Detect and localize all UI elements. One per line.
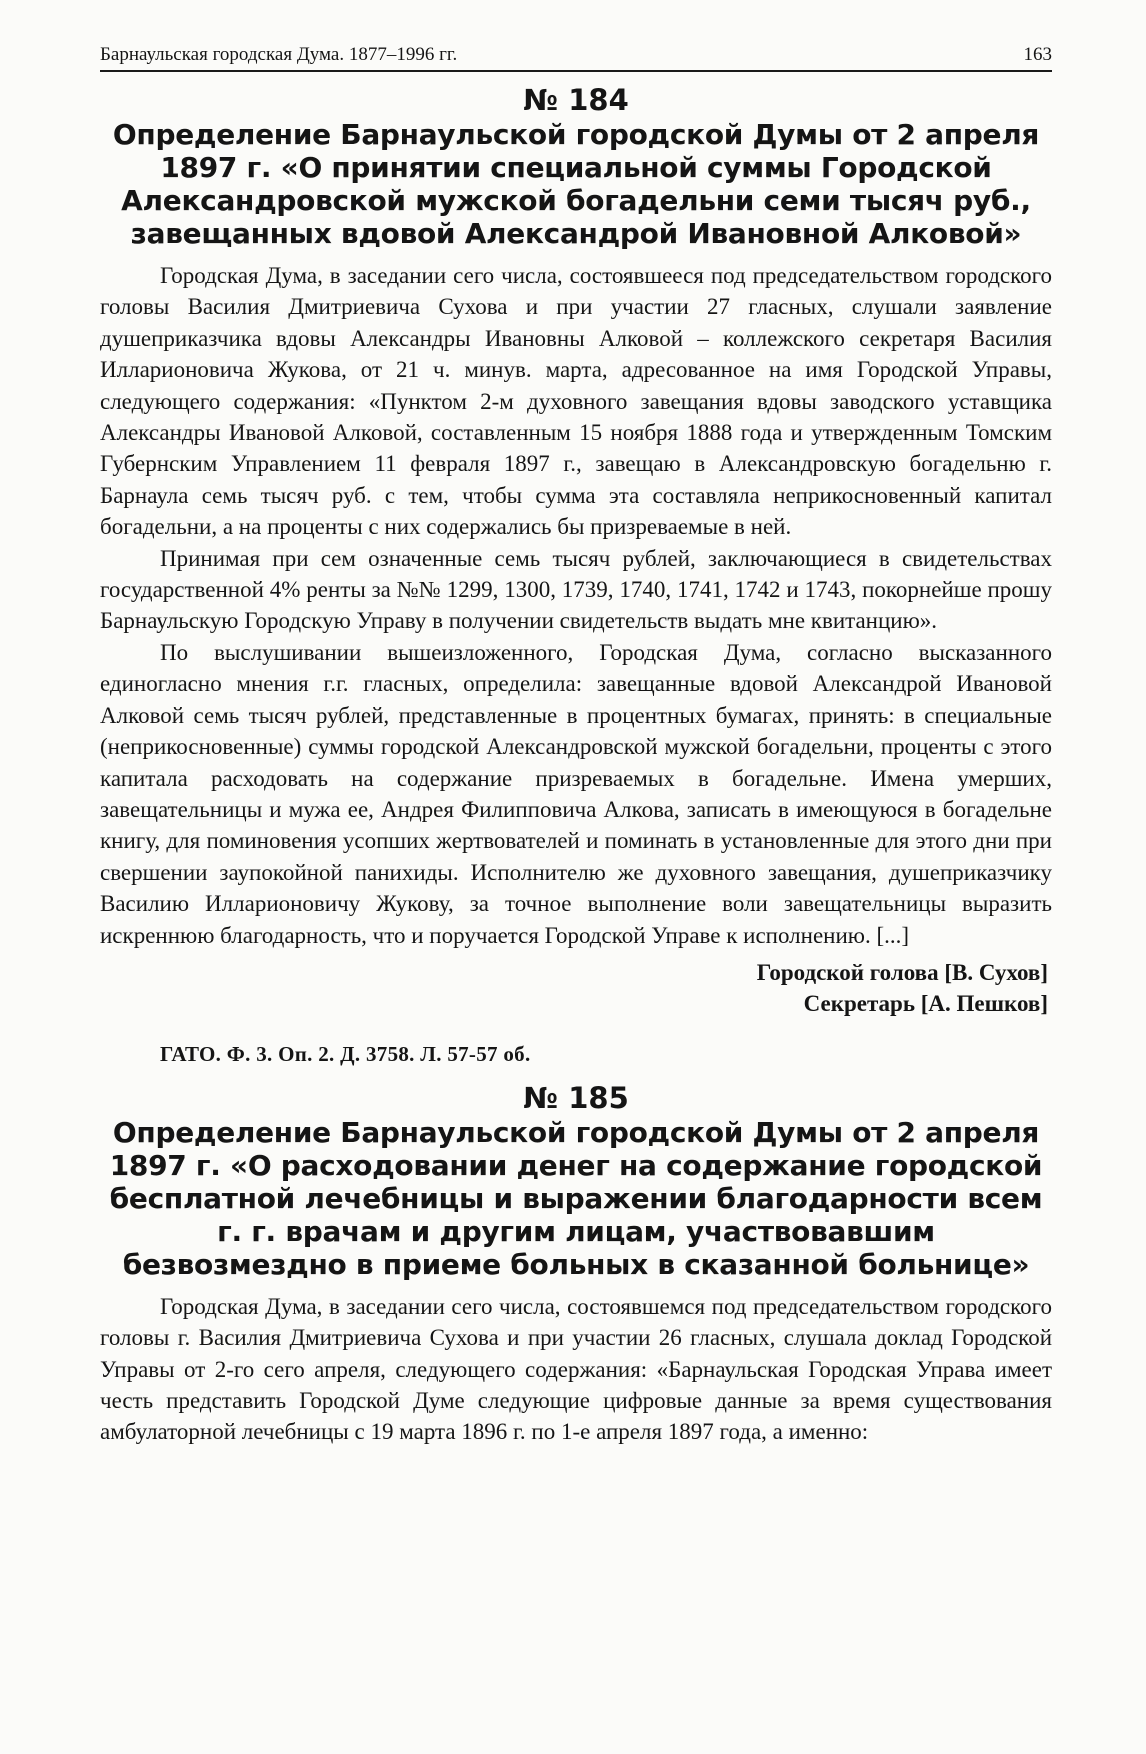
running-title: Барнаульская городская Дума. 1877–1996 гг. [100,44,458,65]
paragraph: Принимая при сем означенные семь тысяч рублей, заключающиеся в свидетельствах государственной 4% ренты за №№ 1299, 1300, 1739, 1740, 1741, 1742 и 1743, покорнейше прошу Барнаульскую Городскую Управу в получении свидетельств выдать мне квитанцию». [100,545,1052,634]
archive-reference: ГАТО. Ф. 3. Оп. 2. Д. 3758. Л. 57-57 об. [160,1041,531,1066]
paragraph: Городская Дума, в заседании сего числа, состоявшееся под председательством городского головы Василия Дмитриевича Сухова и при участии 27 гласных, слушали заявление душеприказчика вдовы Александры Ивановны Алковой – коллежского секретаря Василия Илларионовича Жукова, от 21 ч. минув. марта, адресованное на имя Городской Управы, следующего содержания: «Пунктом 2-м духовного завещания вдовы заводского уставщика Александры Ивановой Алковой, составленным 15 ноября 1888 года и утвержденным Томским Губернским Управлением 11 февраля 1897 г., завещаю в Александровскую богадельню г. Барнаула семь тысяч руб. с тем, чтобы сумма эта составляла неприкосновенный капитал богадельни, а на проценты с них содержались бы призреваемые в ней. [100,263,1052,540]
document-title: Определение Барнаульской городской Думы от 2 апреля 1897 г. «О принятии специальной суммы Городской Александровской мужской богадельни семи тысяч руб., завещанных вдовой Александрой Ивановной Алковой» [112,118,1040,250]
document-185 [100,1082,1052,1448]
document-184 [100,84,1052,1068]
document-number: № 184 [523,83,629,117]
document-title: Определение Барнаульской городской Думы от 2 апреля 1897 г. «О расходовании денег на содержание городской бесплатной лечебницы и выражении благодарности всем г. г. врачам и другим лицам, участвовавшим безвозмездно в приеме больных в сказанной больнице» [109,1115,1043,1281]
running-header [100,44,1052,72]
signature-secretary: Секретарь [А. Пешков] [803,991,1048,1017]
page-number: 163 [1023,44,1052,65]
document-number: № 185 [523,1080,629,1115]
signatures-block [100,957,1052,1020]
signature-mayor: Городской голова [В. Сухов] [756,959,1048,985]
paragraph: Городская Дума, в заседании сего числа, состоявшемся под председательством городского головы г. Василия Дмитриевича Сухова и при участии 26 гласных, слушала доклад Городской Управы от 2-го сего апреля, следующего содержания: «Барнаульская Городская Управа имеет честь представить Городской Думе следующие цифровые данные за время существования амбулаторной лечебницы с 19 марта 1896 г. по 1-е апреля 1897 года, а именно: [100,1293,1052,1445]
paragraph: По выслушивании вышеизложенного, Городская Дума, согласно высказанного единогласно мнения г.г. гласных, определила: завещанные вдовой Александрой Ивановой Алковой семь тысяч рублей, представленные в процентных бумагах, принять: в специальные (неприкосновенные) суммы городской Александровской мужской богадельни, проценты с этого капитала расходовать на содержание призреваемых в богадельне. Имена умерших, завещательницы и мужа ее, Андрея Филипповича Алкова, записать в имеющуюся в богадельне книгу, для поминовения усопших жертвователей и поминать в установленные для этого дни при свершении заупокойной панихиды. Исполнителю же духовного завещания, душеприказчику Василию Илларионовичу Жукову, за точное выполнение воли завещательницы выразить искреннюю благодарность, что и поручается Городской Управе к исполнению. [...] [100,639,1052,948]
